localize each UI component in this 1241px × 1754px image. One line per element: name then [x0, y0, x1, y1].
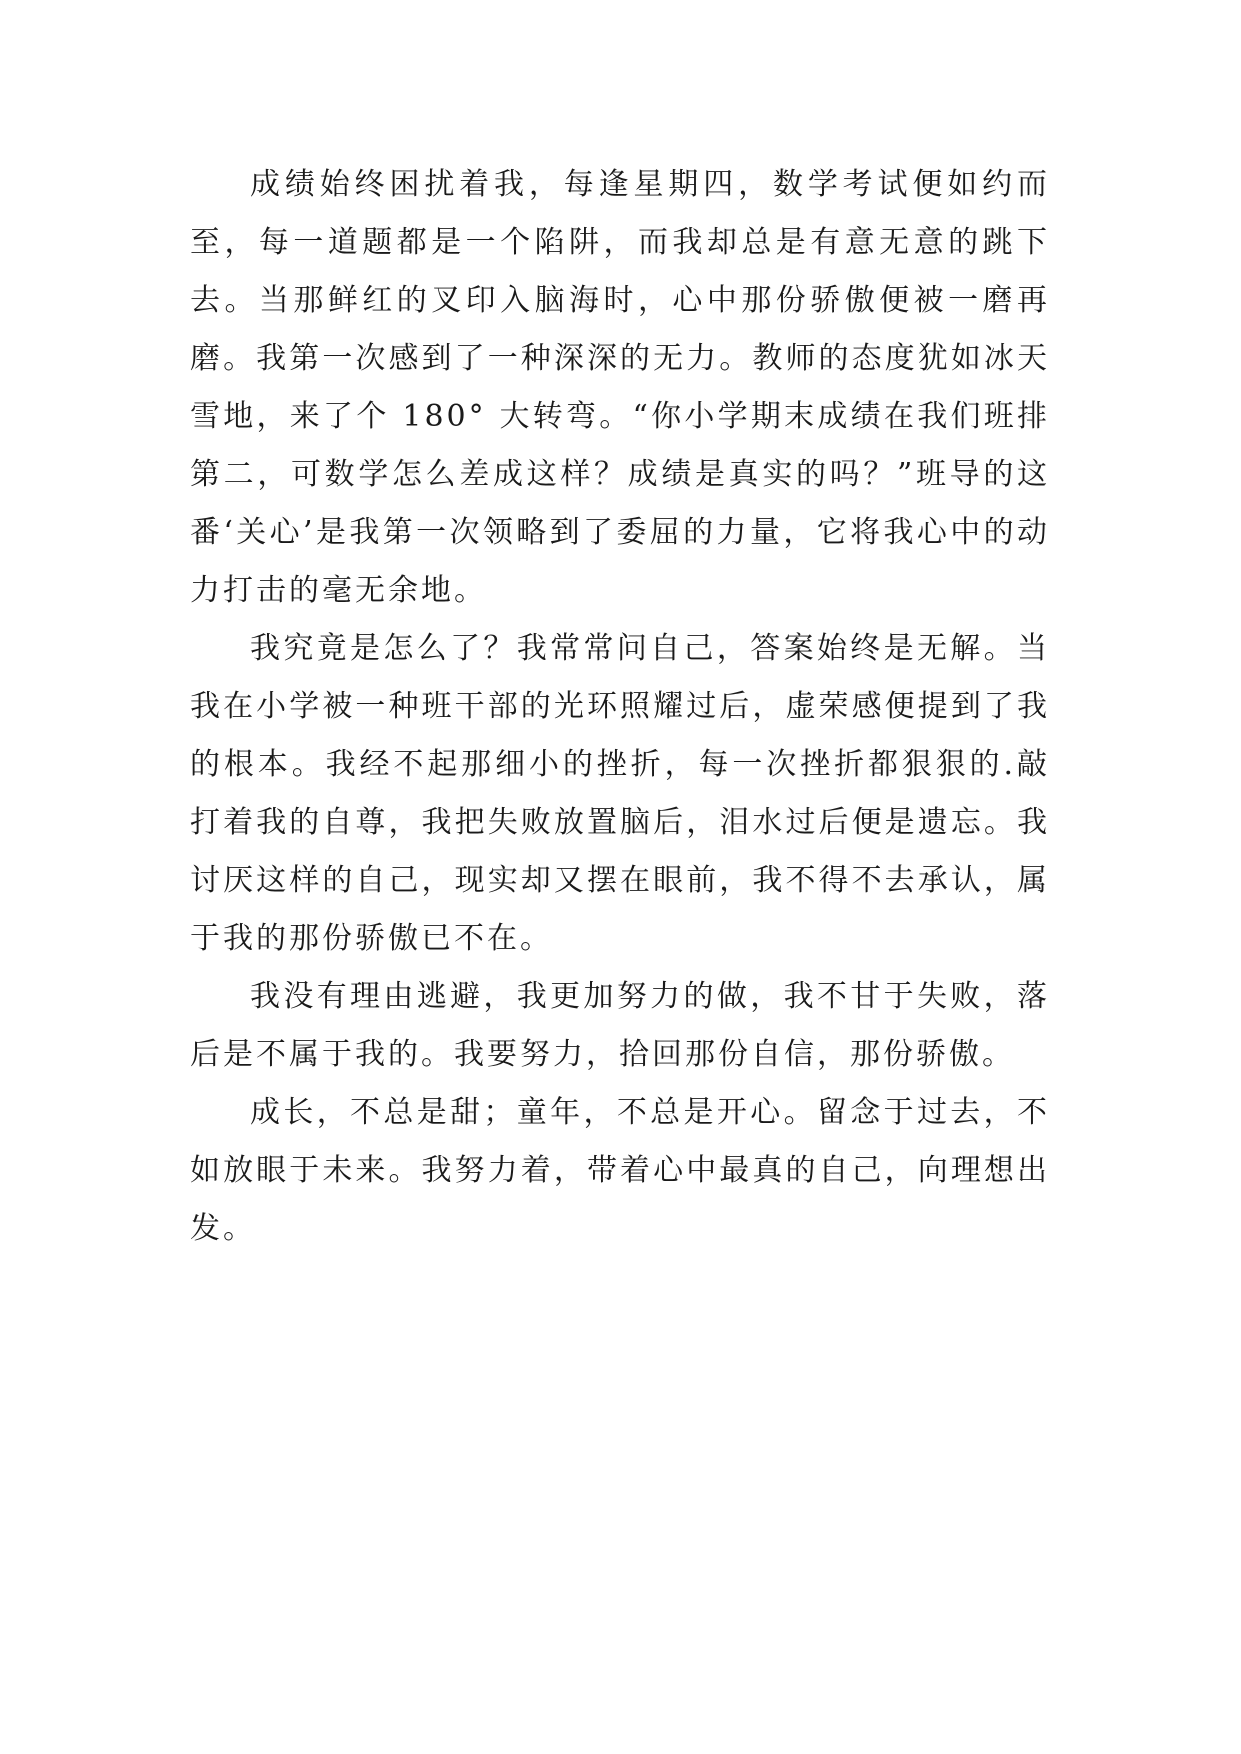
document-body: [190, 156, 1050, 1258]
paragraph-3: 我没有理由逃避，我更加努力的做，我不甘于失败，落后是不属于我的。我要努力，拾回那份自信，那份骄傲。: [190, 979, 1050, 1072]
paragraph-2: 我究竟是怎么了？我常常问自己，答案始终是无解。当我在小学被一种班干部的光环照耀过后，虚荣感便提到了我的根本。我经不起那细小的挫折，每一次挫折都狠狠的.敲打着我的自尊，我把失败放置脑后，泪水过后便是遗忘。我讨厌这样的自己，现实却又摆在眼前，我不得不去承认，属于我的那份骄傲已不在。: [190, 631, 1050, 956]
paragraph-1: 成绩始终困扰着我，每逢星期四，数学考试便如约而至，每一道题都是一个陷阱，而我却总是有意无意的跳下去。当那鲜红的叉印入脑海时，心中那份骄傲便被一磨再磨。我第一次感到了一种深深的无力。教师的态度犹如冰天雪地，来了个 180° 大转弯。“你小学期末成绩在我们班排第二，可数学怎么差成这样？成绩是真实的吗？”班导的这番‘关心’是我第一次领略到了委屈的力量，它将我心中的动力打击的毫无余地。: [190, 167, 1050, 608]
paragraph-4: 成长，不总是甜；童年，不总是开心。留念于过去，不如放眼于未来。我努力着，带着心中最真的自己，向理想出发。: [190, 1095, 1050, 1246]
